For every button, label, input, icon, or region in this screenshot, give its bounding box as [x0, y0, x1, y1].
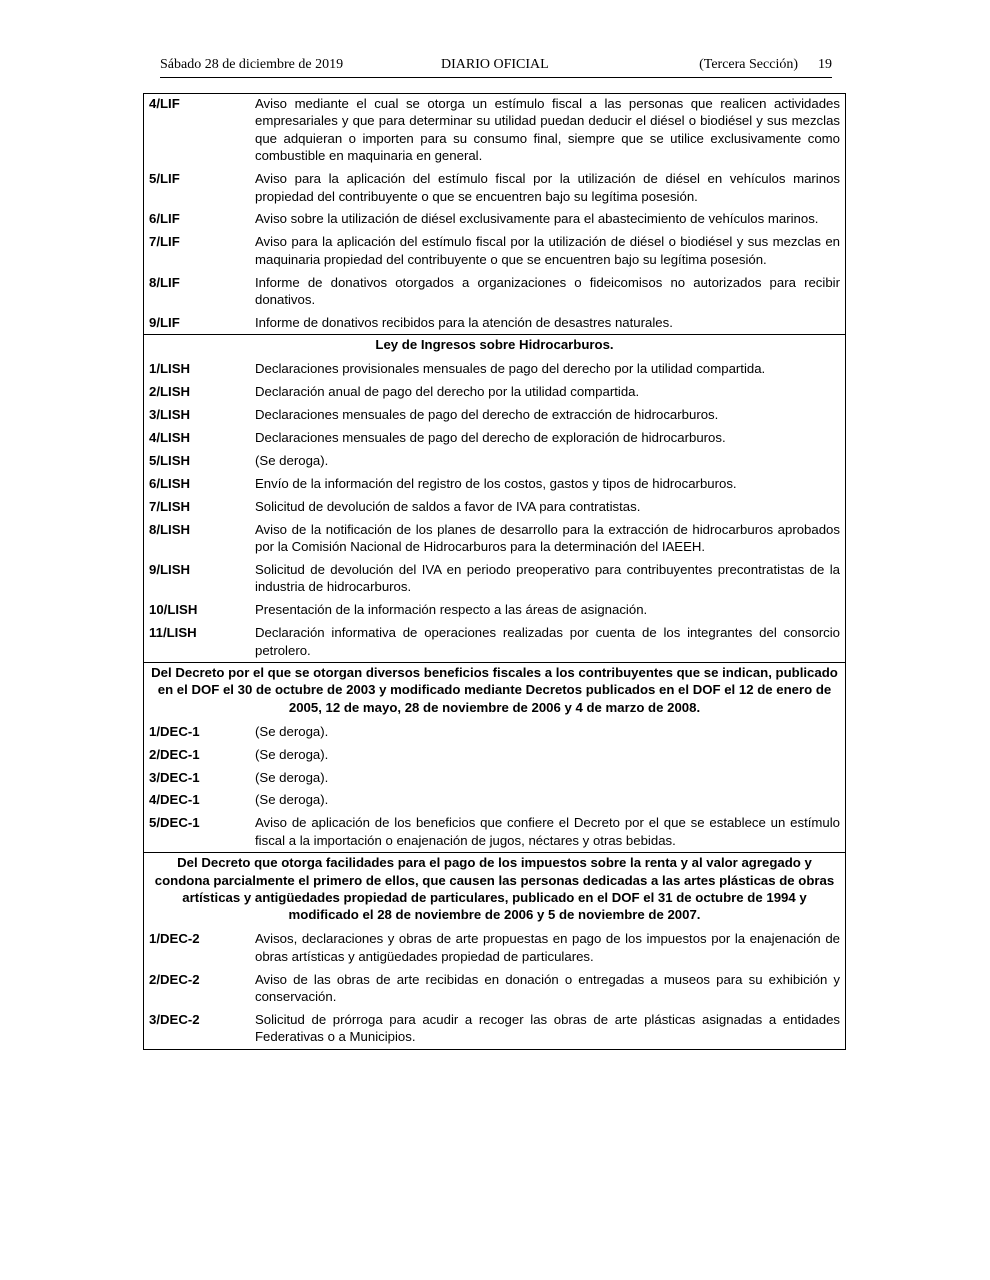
table-section — [144, 662, 845, 852]
procedure-code: 5/LISH — [149, 452, 191, 468]
procedure-code: 3/DEC-2 — [149, 1011, 200, 1027]
procedure-description: Aviso para la aplicación del estímulo fiscal por la utilización de diésel en vehículos marinos propiedad del contribuyente o que se encuentren bajo su legítima posesión. — [255, 171, 840, 204]
table-row — [144, 968, 845, 1008]
procedure-description: (Se deroga). — [255, 452, 329, 468]
table-section — [144, 94, 845, 334]
procedure-code: 6/LISH — [149, 475, 191, 491]
table-section — [144, 334, 845, 662]
header-section: (Tercera Sección) — [699, 57, 798, 72]
table-row — [144, 720, 845, 743]
procedure-code: 8/LISH — [149, 521, 191, 537]
table-row — [144, 381, 845, 404]
procedure-code: 9/LIF — [149, 314, 180, 330]
procedure-description: Aviso sobre la utilización de diésel exclusivamente para el abastecimiento de vehículos marinos. — [255, 211, 819, 227]
procedure-description: Aviso de la notificación de los planes de desarrollo para la extracción de hidrocarburos aprobados por la Comisión Nacional de Hidrocarburos para la determinación del IAEEH. — [255, 521, 840, 555]
procedure-description: Declaraciones provisionales mensuales de pago del derecho por la utilidad compartida. — [255, 361, 766, 377]
table-section — [144, 852, 845, 1049]
procedure-code: 1/LISH — [149, 361, 191, 377]
procedure-description: Declaraciones mensuales de pago del derecho de exploración de hidrocarburos. — [255, 430, 726, 445]
section-title: Del Decreto que otorga facilidades para el pago de los impuestos sobre la renta y al valor agregado y condona parcialmente el primero de ellos, que causen las personas dedicadas a las artes plásticas de obras artísticas y antigüedades propiedad de particulares, publicado en el DOF el 31 de octubre de 1994 y modificado el 28 de noviembre de 2006 y 5 de noviembre de 2007. — [154, 855, 835, 923]
procedure-description: (Se deroga). — [255, 746, 329, 762]
procedure-code: 3/LISH — [149, 407, 191, 423]
procedure-description: Aviso para la aplicación del estímulo fiscal por la utilización de diésel o biodiésel y sus mezclas en maquinaria propiedad del contribuyente o que se encuentren bajo su legítima posesión. — [255, 234, 840, 267]
procedure-description: Declaración informativa de operaciones realizadas por cuenta de los integrantes del consorcio petrolero. — [255, 625, 840, 658]
table-row — [144, 404, 845, 427]
procedure-code: 1/DEC-1 — [149, 723, 200, 739]
procedure-code: 7/LISH — [149, 498, 191, 514]
table-row — [144, 518, 845, 558]
procedure-code: 7/LIF — [149, 234, 180, 250]
procedure-description: Informe de donativos otorgados a organizaciones o fideicomisos no autorizados para recibir donativos. — [255, 274, 840, 308]
procedure-code: 2/LISH — [149, 384, 191, 400]
table-row — [144, 271, 845, 311]
procedure-code: 4/DEC-1 — [149, 792, 200, 808]
table-row — [144, 311, 845, 334]
table-row — [144, 789, 845, 812]
table-row — [144, 449, 845, 472]
table-row — [144, 622, 845, 662]
procedure-code: 11/LISH — [149, 625, 197, 641]
procedure-description: Solicitud de prórroga para acudir a recoger las obras de arte plásticas asignadas a entidades Federativas o a Municipios. — [255, 1011, 840, 1045]
table-row — [144, 472, 845, 495]
table-row — [144, 495, 845, 518]
table-row — [144, 599, 845, 622]
procedure-description: (Se deroga). — [255, 792, 329, 808]
table-row — [144, 427, 845, 450]
procedure-code: 5/LIF — [149, 171, 180, 187]
section-title: Ley de Ingresos sobre Hidrocarburos. — [375, 337, 614, 353]
table-row — [144, 928, 845, 968]
procedure-description: Declaraciones mensuales de pago del derecho de extracción de hidrocarburos. — [255, 407, 719, 423]
header-date: Sábado 28 de diciembre de 2019 — [160, 57, 344, 72]
procedure-code: 9/LISH — [149, 561, 191, 577]
procedure-code: 5/DEC-1 — [149, 815, 200, 831]
procedure-description: Solicitud de devolución de saldos a favor de IVA para contratistas. — [255, 498, 641, 514]
table-row — [144, 1008, 845, 1048]
table-row — [144, 812, 845, 852]
procedure-code: 4/LIF — [149, 96, 180, 111]
page-header — [160, 57, 832, 78]
procedure-description: Avisos, declaraciones y obras de arte propuestas en pago de los impuestos por la enajenación de obras artísticas y antigüedades propiedad de particulares. — [255, 931, 840, 964]
procedure-code: 2/DEC-1 — [149, 746, 200, 762]
procedure-code: 10/LISH — [149, 602, 198, 618]
procedure-code: 3/DEC-1 — [149, 769, 200, 785]
procedure-description: (Se deroga). — [255, 723, 329, 739]
procedure-code: 6/LIF — [149, 211, 180, 227]
table-row — [144, 358, 845, 381]
table-row — [144, 766, 845, 789]
procedure-description: Aviso mediante el cual se otorga un estímulo fiscal a las personas que realicen actividades empresariales y que para determinar su utilidad puedan deducir el diésel o biodiésel y sus mezclas que adquieran o importen para su consumo final, siempre que se utilice exclusivamente como combustible en maquinaria en general. — [255, 96, 840, 164]
procedure-code: 8/LIF — [149, 274, 180, 290]
procedure-description: Declaración anual de pago del derecho por la utilidad compartida. — [255, 384, 640, 400]
table-row — [144, 231, 845, 271]
table-row — [144, 94, 845, 168]
section-title: Del Decreto por el que se otorgan diversos beneficios fiscales a los contribuyentes que se indican, publicado en el DOF el 30 de octubre de 2003 y modificado mediante Decretos publicados en el DOF el 12 de enero de 2005, 12 de mayo, 28 de noviembre de 2006 y 4 de marzo de 2008. — [151, 664, 838, 715]
procedure-description: Solicitud de devolución del IVA en periodo preoperativo para contribuyentes precontratistas de la industria de hidrocarburos. — [255, 561, 840, 595]
procedure-description: (Se deroga). — [255, 769, 329, 785]
procedure-code: 1/DEC-2 — [149, 931, 200, 947]
header-page-number: 19 — [818, 57, 832, 72]
table-row — [144, 208, 845, 231]
procedure-description: Envío de la información del registro de los costos, gastos y tipos de hidrocarburos. — [255, 475, 737, 491]
procedure-description: Aviso de las obras de arte recibidas en donación o entregadas a museos para su exhibición y conservación. — [255, 971, 840, 1004]
procedure-description: Aviso de aplicación de los beneficios que confiere el Decreto por el que se establece un estímulo fiscal a la importación o enajenación de jugos, néctares y otras bebidas. — [255, 815, 840, 848]
table-row — [144, 168, 845, 208]
procedure-description: Informe de donativos recibidos para la atención de desastres naturales. — [255, 314, 673, 330]
header-publication-title: DIARIO OFICIAL — [441, 57, 549, 72]
procedure-code: 2/DEC-2 — [149, 971, 200, 987]
table-row — [144, 743, 845, 766]
procedure-description: Presentación de la información respecto a las áreas de asignación. — [255, 602, 648, 618]
procedures-table — [143, 93, 846, 1050]
table-row — [144, 558, 845, 598]
procedure-code: 4/LISH — [149, 430, 191, 445]
